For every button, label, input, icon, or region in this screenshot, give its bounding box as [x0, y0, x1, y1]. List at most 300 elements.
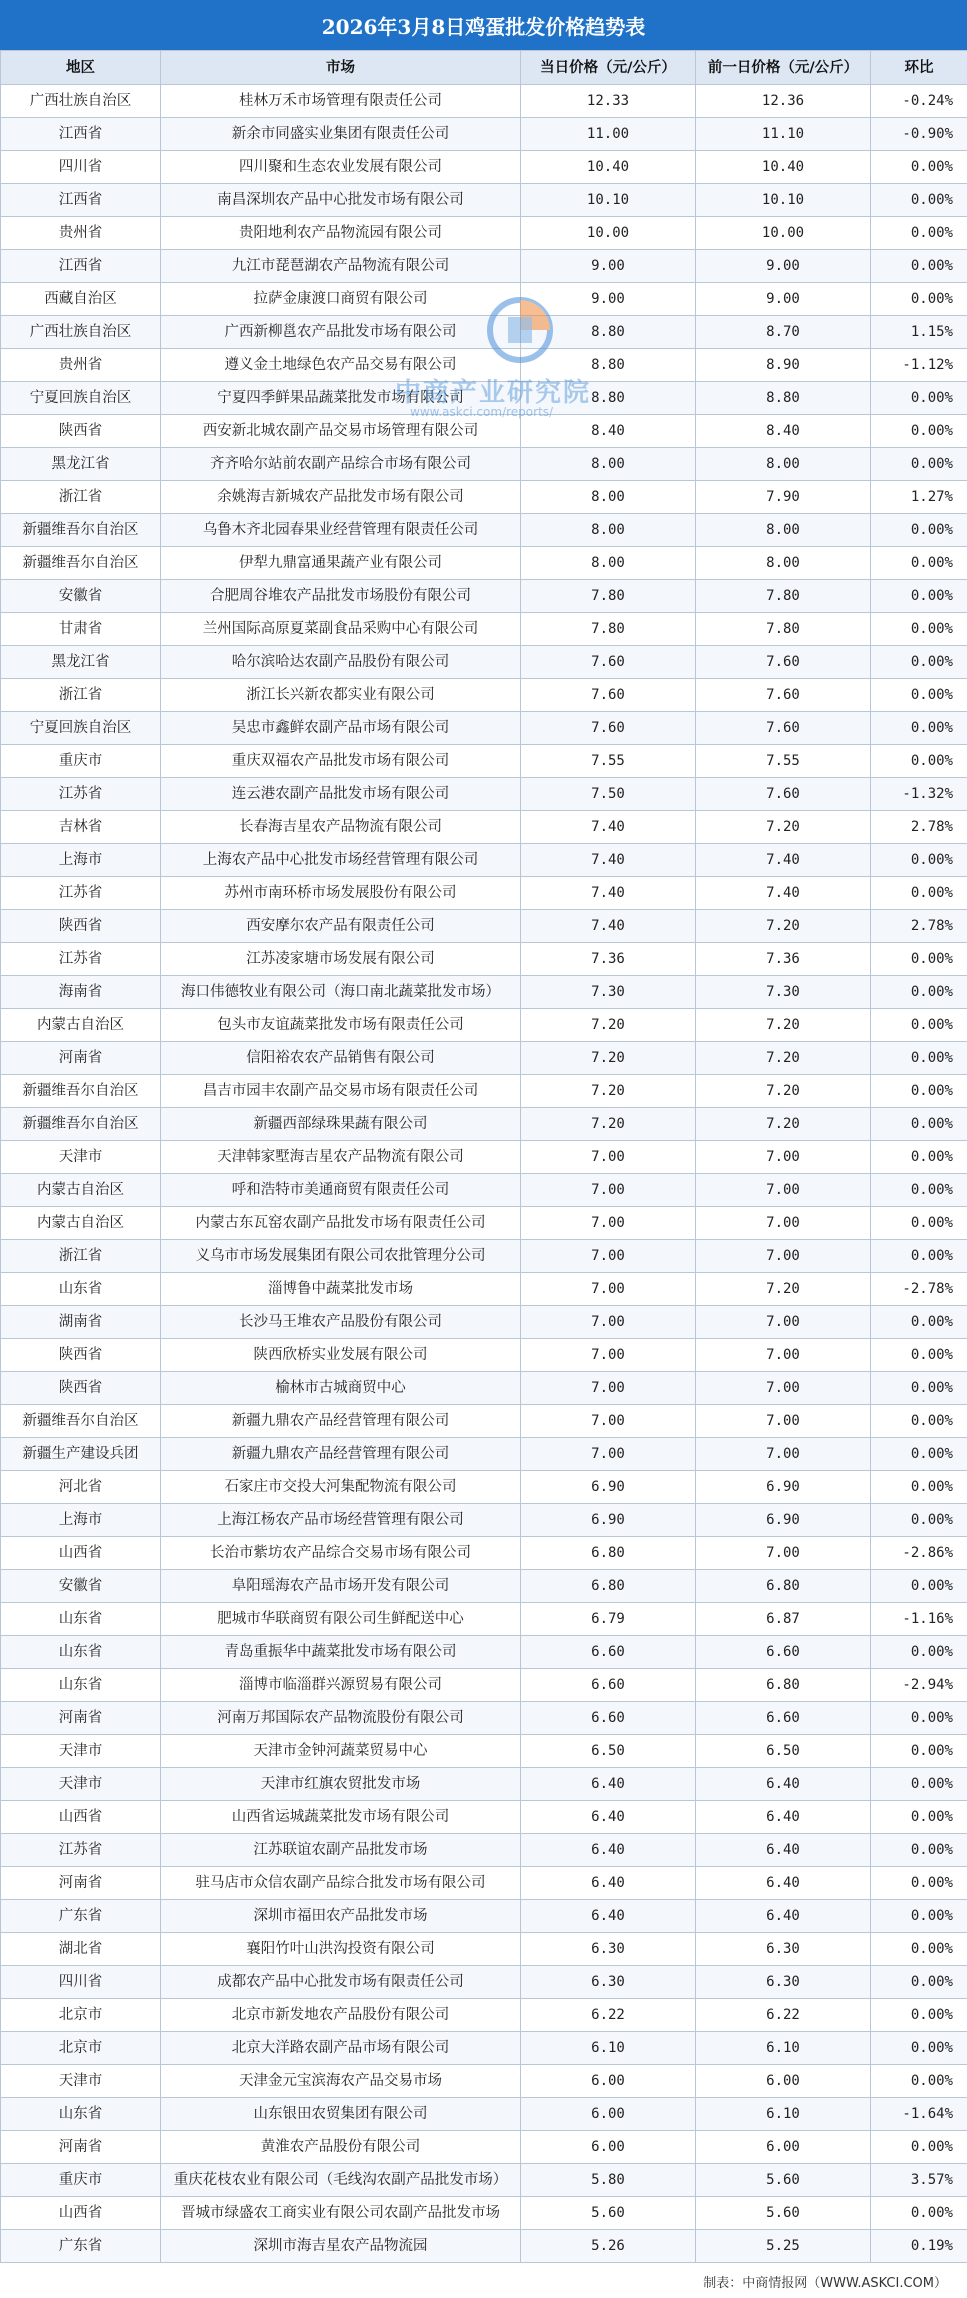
cell-today-price: 7.60 — [521, 712, 696, 745]
table-row — [1, 1702, 967, 1735]
cell-prev-price: 7.00 — [696, 1240, 871, 1273]
cell-market: 淄博市临淄群兴源贸易有限公司 — [161, 1669, 521, 1702]
cell-today-price: 6.10 — [521, 2032, 696, 2065]
cell-region: 广西壮族自治区 — [1, 316, 161, 349]
cell-today-price: 7.20 — [521, 1075, 696, 1108]
table-row — [1, 778, 967, 811]
table-row — [1, 1768, 967, 1801]
table-row — [1, 1141, 967, 1174]
cell-region: 浙江省 — [1, 679, 161, 712]
table-row — [1, 85, 967, 118]
cell-change: 0.00% — [871, 1174, 967, 1207]
cell-change: 0.00% — [871, 1801, 967, 1834]
cell-market: 重庆双福农产品批发市场有限公司 — [161, 745, 521, 778]
cell-today-price: 6.00 — [521, 2131, 696, 2164]
cell-market: 重庆花枝农业有限公司（毛线沟农副产品批发市场） — [161, 2164, 521, 2197]
cell-change: 0.00% — [871, 217, 967, 250]
cell-prev-price: 7.20 — [696, 1042, 871, 1075]
cell-today-price: 6.60 — [521, 1669, 696, 1702]
cell-market: 浙江长兴新农都实业有限公司 — [161, 679, 521, 712]
cell-market: 四川聚和生态农业发展有限公司 — [161, 151, 521, 184]
cell-today-price: 7.00 — [521, 1438, 696, 1471]
cell-market: 连云港农副产品批发市场有限公司 — [161, 778, 521, 811]
cell-region: 新疆维吾尔自治区 — [1, 1108, 161, 1141]
cell-prev-price: 7.00 — [696, 1141, 871, 1174]
cell-market: 新疆九鼎农产品经营管理有限公司 — [161, 1405, 521, 1438]
cell-market: 西安摩尔农产品有限责任公司 — [161, 910, 521, 943]
cell-today-price: 7.00 — [521, 1240, 696, 1273]
watermark-name: 中商产业研究院 — [395, 378, 592, 408]
cell-region: 山东省 — [1, 1669, 161, 1702]
cell-change: 0.00% — [871, 2197, 967, 2230]
table-row — [1, 877, 967, 910]
table-row — [1, 1240, 967, 1273]
table-row — [1, 481, 967, 514]
cell-change: 0.00% — [871, 646, 967, 679]
cell-change: -1.64% — [871, 2098, 967, 2131]
cell-change: 0.00% — [871, 2032, 967, 2065]
watermark-url: www.askci.com/reports/ — [410, 405, 554, 419]
cell-region: 天津市 — [1, 2065, 161, 2098]
cell-today-price: 6.00 — [521, 2098, 696, 2131]
cell-change: 0.00% — [871, 613, 967, 646]
cell-change: -1.16% — [871, 1603, 967, 1636]
cell-region: 甘肃省 — [1, 613, 161, 646]
cell-today-price: 6.40 — [521, 1867, 696, 1900]
cell-region: 上海市 — [1, 844, 161, 877]
table-row — [1, 1801, 967, 1834]
cell-change: -2.78% — [871, 1273, 967, 1306]
cell-change: 0.00% — [871, 382, 967, 415]
table-title: 2026年3月8日鸡蛋批发价格趋势表 — [0, 0, 967, 50]
cell-prev-price: 7.60 — [696, 778, 871, 811]
cell-change: 2.78% — [871, 910, 967, 943]
cell-market: 齐齐哈尔站前农副产品综合市场有限公司 — [161, 448, 521, 481]
cell-region: 山东省 — [1, 1603, 161, 1636]
header-market: 市场 — [161, 51, 521, 85]
cell-today-price: 10.10 — [521, 184, 696, 217]
cell-change: 0.00% — [871, 1999, 967, 2032]
cell-change: 0.00% — [871, 250, 967, 283]
cell-today-price: 8.00 — [521, 547, 696, 580]
cell-region: 江苏省 — [1, 778, 161, 811]
cell-today-price: 7.60 — [521, 679, 696, 712]
header-prev-price: 前一日价格（元/公斤） — [696, 51, 871, 85]
cell-change: 0.00% — [871, 844, 967, 877]
cell-prev-price: 8.00 — [696, 547, 871, 580]
table-row — [1, 1273, 967, 1306]
cell-prev-price: 6.87 — [696, 1603, 871, 1636]
cell-today-price: 7.36 — [521, 943, 696, 976]
cell-change: 0.00% — [871, 514, 967, 547]
cell-change: 0.00% — [871, 1405, 967, 1438]
table-row — [1, 580, 967, 613]
cell-market: 深圳市海吉星农产品物流园 — [161, 2230, 521, 2263]
table-row — [1, 1636, 967, 1669]
cell-change: 0.00% — [871, 1042, 967, 1075]
cell-today-price: 6.40 — [521, 1768, 696, 1801]
cell-region: 天津市 — [1, 1768, 161, 1801]
cell-change: 0.00% — [871, 1867, 967, 1900]
cell-region: 宁夏回族自治区 — [1, 382, 161, 415]
cell-change: 0.00% — [871, 1570, 967, 1603]
cell-today-price: 7.40 — [521, 877, 696, 910]
cell-market: 天津市金钟河蔬菜贸易中心 — [161, 1735, 521, 1768]
cell-change: 0.00% — [871, 1339, 967, 1372]
cell-region: 重庆市 — [1, 745, 161, 778]
cell-market: 阜阳瑶海农产品市场开发有限公司 — [161, 1570, 521, 1603]
table-row — [1, 712, 967, 745]
table-row — [1, 415, 967, 448]
cell-market: 义乌市市场发展集团有限公司农批管理分公司 — [161, 1240, 521, 1273]
cell-prev-price: 7.20 — [696, 1075, 871, 1108]
cell-market: 内蒙古东瓦窑农副产品批发市场有限责任公司 — [161, 1207, 521, 1240]
cell-market: 呼和浩特市美通商贸有限责任公司 — [161, 1174, 521, 1207]
table-row — [1, 1438, 967, 1471]
cell-market: 北京市新发地农产品股份有限公司 — [161, 1999, 521, 2032]
cell-today-price: 6.90 — [521, 1504, 696, 1537]
cell-market: 新余市同盛实业集团有限责任公司 — [161, 118, 521, 151]
cell-today-price: 8.00 — [521, 448, 696, 481]
cell-region: 河南省 — [1, 1702, 161, 1735]
cell-today-price: 8.00 — [521, 514, 696, 547]
cell-change: 0.00% — [871, 1240, 967, 1273]
cell-change: 0.00% — [871, 1108, 967, 1141]
cell-region: 陕西省 — [1, 910, 161, 943]
cell-market: 天津市红旗农贸批发市场 — [161, 1768, 521, 1801]
cell-today-price: 5.80 — [521, 2164, 696, 2197]
header-row — [1, 51, 967, 85]
cell-prev-price: 6.60 — [696, 1636, 871, 1669]
table-row — [1, 646, 967, 679]
cell-change: 0.00% — [871, 877, 967, 910]
table-row — [1, 976, 967, 1009]
cell-today-price: 7.20 — [521, 1108, 696, 1141]
cell-prev-price: 7.00 — [696, 1207, 871, 1240]
cell-region: 黑龙江省 — [1, 646, 161, 679]
cell-change: 1.15% — [871, 316, 967, 349]
table-row — [1, 1504, 967, 1537]
cell-region: 山西省 — [1, 1537, 161, 1570]
cell-market: 昌吉市园丰农副产品交易市场有限责任公司 — [161, 1075, 521, 1108]
cell-market: 青岛重振华中蔬菜批发市场有限公司 — [161, 1636, 521, 1669]
cell-today-price: 8.80 — [521, 316, 696, 349]
table-row — [1, 2098, 967, 2131]
cell-change: 0.00% — [871, 1372, 967, 1405]
cell-prev-price: 7.90 — [696, 481, 871, 514]
cell-region: 上海市 — [1, 1504, 161, 1537]
cell-prev-price: 6.40 — [696, 1801, 871, 1834]
table-row — [1, 1108, 967, 1141]
cell-prev-price: 7.20 — [696, 1273, 871, 1306]
cell-today-price: 7.50 — [521, 778, 696, 811]
cell-market: 驻马店市众信农副产品综合批发市场有限公司 — [161, 1867, 521, 1900]
cell-prev-price: 9.00 — [696, 250, 871, 283]
cell-region: 四川省 — [1, 151, 161, 184]
cell-change: 0.00% — [871, 1438, 967, 1471]
cell-region: 山西省 — [1, 2197, 161, 2230]
cell-change: 0.00% — [871, 1966, 967, 1999]
cell-region: 浙江省 — [1, 481, 161, 514]
cell-prev-price: 7.00 — [696, 1405, 871, 1438]
table-row — [1, 1999, 967, 2032]
cell-region: 河南省 — [1, 2131, 161, 2164]
cell-market: 山西省运城蔬菜批发市场有限公司 — [161, 1801, 521, 1834]
cell-market: 长春海吉星农产品物流有限公司 — [161, 811, 521, 844]
cell-market: 成都农产品中心批发市场有限责任公司 — [161, 1966, 521, 1999]
cell-change: 0.00% — [871, 2065, 967, 2098]
cell-region: 江苏省 — [1, 877, 161, 910]
cell-market: 余姚海吉新城农产品批发市场有限公司 — [161, 481, 521, 514]
cell-prev-price: 7.00 — [696, 1438, 871, 1471]
footer-source: 制表：中商情报网（WWW.ASKCI.COM） — [703, 2276, 947, 2291]
table-row — [1, 118, 967, 151]
cell-prev-price: 6.00 — [696, 2131, 871, 2164]
cell-today-price: 5.60 — [521, 2197, 696, 2230]
cell-today-price: 7.40 — [521, 811, 696, 844]
cell-today-price: 6.90 — [521, 1471, 696, 1504]
cell-prev-price: 6.10 — [696, 2032, 871, 2065]
cell-change: 3.57% — [871, 2164, 967, 2197]
cell-change: 0.00% — [871, 712, 967, 745]
cell-region: 吉林省 — [1, 811, 161, 844]
cell-prev-price: 8.90 — [696, 349, 871, 382]
cell-today-price: 6.30 — [521, 1966, 696, 1999]
cell-market: 海口伟德牧业有限公司（海口南北蔬菜批发市场） — [161, 976, 521, 1009]
cell-change: 0.00% — [871, 151, 967, 184]
header-today-price: 当日价格（元/公斤） — [521, 51, 696, 85]
cell-market: 九江市琵琶湖农产品物流有限公司 — [161, 250, 521, 283]
cell-market: 江苏联谊农副产品批发市场 — [161, 1834, 521, 1867]
cell-prev-price: 8.80 — [696, 382, 871, 415]
table-row — [1, 1207, 967, 1240]
cell-region: 安徽省 — [1, 580, 161, 613]
cell-region: 西藏自治区 — [1, 283, 161, 316]
cell-market: 吴忠市鑫鲜农副产品市场有限公司 — [161, 712, 521, 745]
cell-change: 0.00% — [871, 1075, 967, 1108]
cell-region: 湖北省 — [1, 1933, 161, 1966]
cell-prev-price: 6.00 — [696, 2065, 871, 2098]
cell-region: 山西省 — [1, 1801, 161, 1834]
cell-today-price: 6.22 — [521, 1999, 696, 2032]
cell-today-price: 7.00 — [521, 1372, 696, 1405]
cell-market: 陕西欣桥实业发展有限公司 — [161, 1339, 521, 1372]
cell-market: 天津韩家墅海吉星农产品物流有限公司 — [161, 1141, 521, 1174]
cell-prev-price: 10.00 — [696, 217, 871, 250]
cell-change: -2.94% — [871, 1669, 967, 1702]
cell-market: 新疆西部绿珠果蔬有限公司 — [161, 1108, 521, 1141]
cell-market: 淄博鲁中蔬菜批发市场 — [161, 1273, 521, 1306]
cell-market: 晋城市绿盛农工商实业有限公司农副产品批发市场 — [161, 2197, 521, 2230]
cell-today-price: 12.33 — [521, 85, 696, 118]
cell-prev-price: 7.20 — [696, 910, 871, 943]
cell-prev-price: 7.80 — [696, 580, 871, 613]
cell-prev-price: 6.10 — [696, 2098, 871, 2131]
cell-prev-price: 6.80 — [696, 1669, 871, 1702]
cell-today-price: 7.30 — [521, 976, 696, 1009]
table-row — [1, 1834, 967, 1867]
table-row — [1, 2131, 967, 2164]
table-row — [1, 943, 967, 976]
cell-change: -1.12% — [871, 349, 967, 382]
cell-today-price: 5.26 — [521, 2230, 696, 2263]
cell-market: 深圳市福田农产品批发市场 — [161, 1900, 521, 1933]
table-row — [1, 1603, 967, 1636]
cell-prev-price: 7.20 — [696, 1009, 871, 1042]
cell-prev-price: 5.60 — [696, 2197, 871, 2230]
cell-today-price: 7.00 — [521, 1174, 696, 1207]
cell-region: 江西省 — [1, 184, 161, 217]
table-row — [1, 217, 967, 250]
cell-region: 江西省 — [1, 118, 161, 151]
cell-today-price: 7.00 — [521, 1207, 696, 1240]
cell-change: -1.32% — [871, 778, 967, 811]
cell-market: 信阳裕农农产品销售有限公司 — [161, 1042, 521, 1075]
cell-region: 陕西省 — [1, 1339, 161, 1372]
table-row — [1, 2230, 967, 2263]
cell-today-price: 7.80 — [521, 580, 696, 613]
header-region: 地区 — [1, 51, 161, 85]
cell-today-price: 9.00 — [521, 250, 696, 283]
cell-region: 内蒙古自治区 — [1, 1207, 161, 1240]
cell-prev-price: 6.22 — [696, 1999, 871, 2032]
cell-prev-price: 6.30 — [696, 1966, 871, 1999]
cell-region: 天津市 — [1, 1735, 161, 1768]
cell-prev-price: 6.30 — [696, 1933, 871, 1966]
cell-market: 伊犁九鼎富通果蔬产业有限公司 — [161, 547, 521, 580]
cell-market: 合肥周谷堆农产品批发市场股份有限公司 — [161, 580, 521, 613]
cell-prev-price: 7.60 — [696, 679, 871, 712]
table-row — [1, 1075, 967, 1108]
table-row — [1, 184, 967, 217]
table-row — [1, 679, 967, 712]
cell-change: 2.78% — [871, 811, 967, 844]
cell-region: 湖南省 — [1, 1306, 161, 1339]
cell-market: 乌鲁木齐北园春果业经营管理有限责任公司 — [161, 514, 521, 547]
cell-region: 安徽省 — [1, 1570, 161, 1603]
cell-region: 新疆维吾尔自治区 — [1, 1405, 161, 1438]
cell-market: 河南万邦国际农产品物流股份有限公司 — [161, 1702, 521, 1735]
cell-market: 苏州市南环桥市场发展股份有限公司 — [161, 877, 521, 910]
cell-prev-price: 6.90 — [696, 1504, 871, 1537]
cell-prev-price: 7.20 — [696, 1108, 871, 1141]
cell-market: 宁夏四季鲜果品蔬菜批发市场有限公司 — [161, 382, 521, 415]
cell-today-price: 7.20 — [521, 1042, 696, 1075]
cell-change: 0.00% — [871, 1207, 967, 1240]
cell-change: 0.00% — [871, 184, 967, 217]
cell-region: 河南省 — [1, 1867, 161, 1900]
cell-prev-price: 7.80 — [696, 613, 871, 646]
table-row — [1, 151, 967, 184]
cell-market: 山东银田农贸集团有限公司 — [161, 2098, 521, 2131]
cell-prev-price: 6.50 — [696, 1735, 871, 1768]
cell-today-price: 7.00 — [521, 1141, 696, 1174]
cell-change: 0.00% — [871, 1735, 967, 1768]
table-row — [1, 910, 967, 943]
table-row — [1, 1900, 967, 1933]
cell-prev-price: 5.60 — [696, 2164, 871, 2197]
cell-region: 内蒙古自治区 — [1, 1009, 161, 1042]
cell-region: 山东省 — [1, 2098, 161, 2131]
cell-today-price: 6.80 — [521, 1570, 696, 1603]
cell-change: 0.00% — [871, 547, 967, 580]
cell-market: 榆林市古城商贸中心 — [161, 1372, 521, 1405]
cell-prev-price: 7.60 — [696, 712, 871, 745]
table-row — [1, 1405, 967, 1438]
cell-market: 长沙马王堆农产品股份有限公司 — [161, 1306, 521, 1339]
cell-change: -2.86% — [871, 1537, 967, 1570]
cell-prev-price: 7.20 — [696, 811, 871, 844]
cell-region: 北京市 — [1, 1999, 161, 2032]
header-change: 环比 — [871, 51, 967, 85]
cell-today-price: 10.40 — [521, 151, 696, 184]
table-row — [1, 1009, 967, 1042]
cell-change: 0.00% — [871, 679, 967, 712]
cell-prev-price: 6.40 — [696, 1867, 871, 1900]
cell-today-price: 6.30 — [521, 1933, 696, 1966]
cell-region: 浙江省 — [1, 1240, 161, 1273]
cell-market: 包头市友谊蔬菜批发市场有限责任公司 — [161, 1009, 521, 1042]
cell-region: 江西省 — [1, 250, 161, 283]
cell-region: 四川省 — [1, 1966, 161, 1999]
cell-prev-price: 7.00 — [696, 1537, 871, 1570]
cell-market: 新疆九鼎农产品经营管理有限公司 — [161, 1438, 521, 1471]
cell-region: 广东省 — [1, 1900, 161, 1933]
cell-today-price: 8.80 — [521, 382, 696, 415]
table-row — [1, 316, 967, 349]
cell-prev-price: 8.00 — [696, 514, 871, 547]
table-row — [1, 811, 967, 844]
cell-market: 北京大洋路农副产品市场有限公司 — [161, 2032, 521, 2065]
cell-today-price: 6.80 — [521, 1537, 696, 1570]
cell-prev-price: 7.00 — [696, 1372, 871, 1405]
cell-region: 黑龙江省 — [1, 448, 161, 481]
cell-region: 北京市 — [1, 2032, 161, 2065]
cell-prev-price: 7.40 — [696, 877, 871, 910]
cell-today-price: 8.00 — [521, 481, 696, 514]
cell-prev-price: 6.40 — [696, 1900, 871, 1933]
cell-region: 广东省 — [1, 2230, 161, 2263]
cell-change: 0.00% — [871, 1834, 967, 1867]
cell-today-price: 8.40 — [521, 415, 696, 448]
cell-market: 肥城市华联商贸有限公司生鲜配送中心 — [161, 1603, 521, 1636]
cell-market: 南昌深圳农产品中心批发市场有限公司 — [161, 184, 521, 217]
cell-prev-price: 11.10 — [696, 118, 871, 151]
cell-region: 新疆生产建设兵团 — [1, 1438, 161, 1471]
cell-market: 长治市紫坊农产品综合交易市场有限公司 — [161, 1537, 521, 1570]
cell-today-price: 7.00 — [521, 1273, 696, 1306]
cell-region: 宁夏回族自治区 — [1, 712, 161, 745]
cell-change: 0.00% — [871, 976, 967, 1009]
table-row — [1, 547, 967, 580]
cell-region: 新疆维吾尔自治区 — [1, 547, 161, 580]
cell-market: 上海江杨农产品市场经营管理有限公司 — [161, 1504, 521, 1537]
cell-prev-price: 10.40 — [696, 151, 871, 184]
cell-change: 0.00% — [871, 580, 967, 613]
cell-market: 西安新北城农副产品交易市场管理有限公司 — [161, 415, 521, 448]
cell-region: 山东省 — [1, 1636, 161, 1669]
cell-market: 天津金元宝滨海农产品交易市场 — [161, 2065, 521, 2098]
cell-today-price: 7.40 — [521, 844, 696, 877]
cell-change: -0.24% — [871, 85, 967, 118]
cell-change: 0.00% — [871, 1636, 967, 1669]
cell-prev-price: 12.36 — [696, 85, 871, 118]
cell-change: 0.00% — [871, 415, 967, 448]
table-row — [1, 1669, 967, 1702]
cell-region: 天津市 — [1, 1141, 161, 1174]
cell-change: 0.00% — [871, 448, 967, 481]
cell-region: 广西壮族自治区 — [1, 85, 161, 118]
